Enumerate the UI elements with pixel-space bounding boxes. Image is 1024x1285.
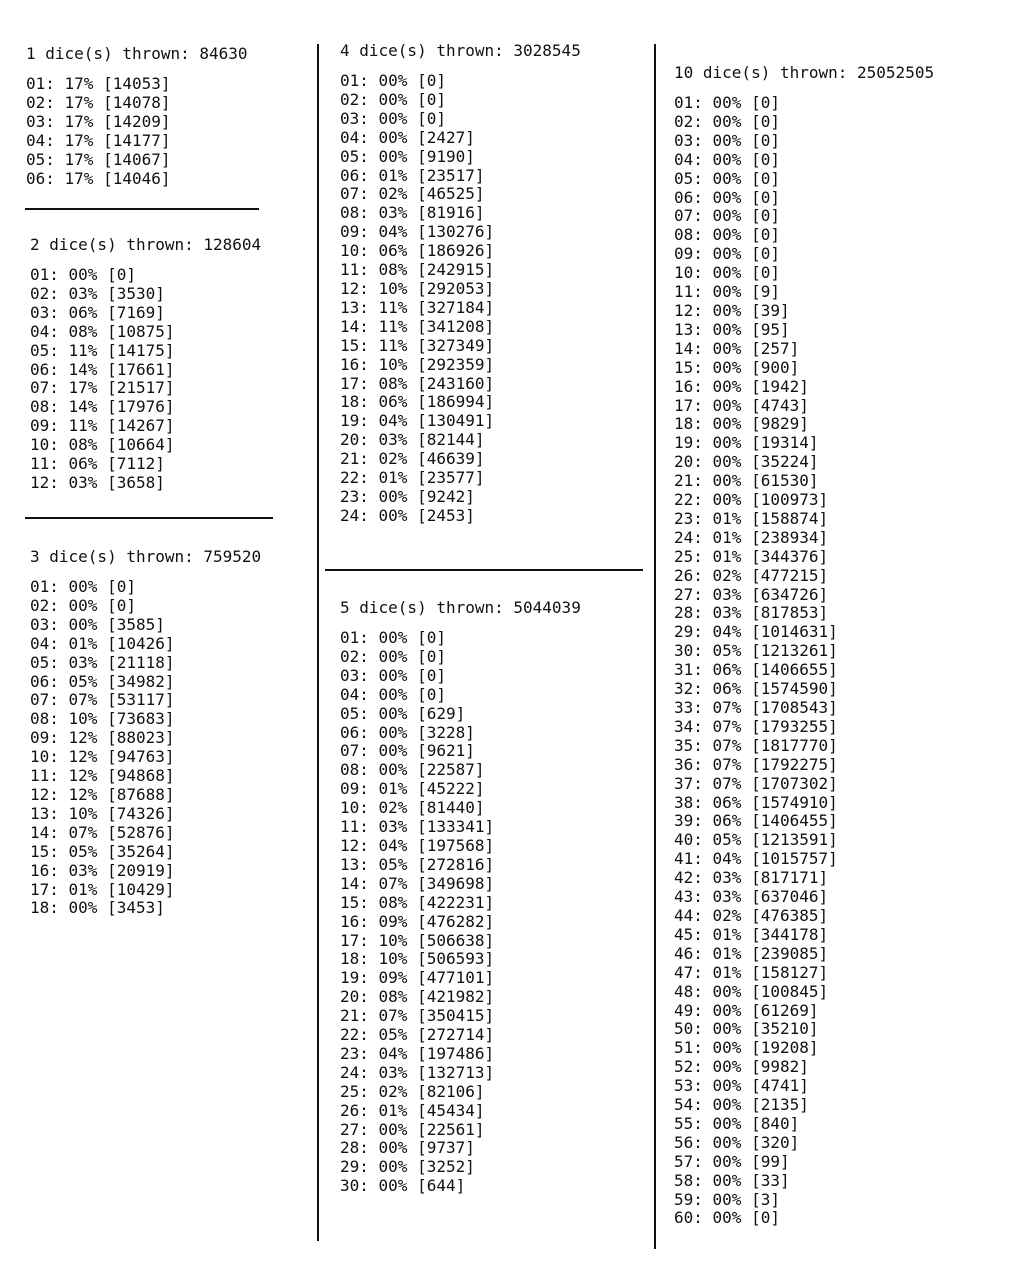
result-row: 02: 00% [0] <box>674 111 780 131</box>
result-row: 21: 02% [46639] <box>340 449 485 469</box>
result-row: 60: 00% [0] <box>674 1208 780 1228</box>
result-row: 41: 04% [1015757] <box>674 849 838 869</box>
result-row: 14: 00% [257] <box>674 338 800 358</box>
section-divider-1-2 <box>25 208 259 210</box>
result-list <box>30 266 261 493</box>
result-row: 01: 00% [0] <box>674 93 780 112</box>
result-row: 11: 08% [242915] <box>340 260 495 280</box>
result-row: 29: 00% [3252] <box>340 1157 475 1177</box>
result-row: 39: 06% [1406455] <box>674 811 838 831</box>
result-row: 28: 03% [817853] <box>674 603 829 623</box>
section-title: 3 dice(s) thrown: 759520 <box>30 547 262 566</box>
result-row: 35: 07% [1817770] <box>674 735 838 755</box>
section-title: 10 dice(s) thrown: 25052505 <box>674 63 935 82</box>
result-row: 12: 04% [197568] <box>340 835 495 855</box>
result-row: 01: 00% [0] <box>340 628 446 647</box>
result-row: 03: 00% [3585] <box>30 614 165 634</box>
result-row: 15: 11% [327349] <box>340 335 495 355</box>
result-row: 06: 00% [3228] <box>340 722 475 742</box>
result-row: 07: 02% [46525] <box>340 184 485 204</box>
result-row: 25: 01% [344376] <box>674 546 829 566</box>
result-row: 17: 10% [506638] <box>340 930 495 950</box>
result-row: 11: 12% [94868] <box>30 766 175 786</box>
section-4-dice <box>340 41 581 526</box>
result-row: 31: 06% [1406655] <box>674 660 838 680</box>
result-list <box>340 629 581 1196</box>
result-row: 18: 00% [3453] <box>30 898 165 918</box>
result-row: 09: 12% [88023] <box>30 728 175 748</box>
result-row: 02: 00% [0] <box>340 89 446 109</box>
result-row: 12: 12% [87688] <box>30 784 175 804</box>
result-list <box>26 75 248 188</box>
result-row: 52: 00% [9982] <box>674 1057 809 1077</box>
result-row: 02: 17% [14078] <box>26 92 171 112</box>
result-row: 01: 00% [0] <box>30 265 136 284</box>
result-row: 48: 00% [100845] <box>674 981 829 1001</box>
column-divider-2 <box>654 44 656 1249</box>
result-row: 05: 17% [14067] <box>26 149 171 169</box>
result-row: 07: 17% [21517] <box>30 378 175 398</box>
result-row: 04: 00% [2427] <box>340 127 475 147</box>
result-row: 07: 07% [53117] <box>30 690 175 710</box>
result-row: 22: 00% [100973] <box>674 490 829 510</box>
result-row: 42: 03% [817171] <box>674 868 829 888</box>
result-row: 18: 00% [9829] <box>674 414 809 434</box>
result-row: 23: 04% [197486] <box>340 1043 495 1063</box>
result-row: 02: 00% [0] <box>340 646 446 666</box>
result-row: 55: 00% [840] <box>674 1113 800 1133</box>
result-row: 05: 00% [9190] <box>340 146 475 166</box>
result-row: 26: 02% [477215] <box>674 565 829 585</box>
result-row: 28: 00% [9737] <box>340 1138 475 1158</box>
result-row: 23: 00% [9242] <box>340 486 475 506</box>
result-row: 56: 00% [320] <box>674 1132 800 1152</box>
result-row: 43: 03% [637046] <box>674 887 829 907</box>
result-row: 15: 05% [35264] <box>30 841 175 861</box>
result-row: 10: 12% [94763] <box>30 747 175 767</box>
result-row: 45: 01% [344178] <box>674 924 829 944</box>
result-row: 30: 05% [1213261] <box>674 641 838 661</box>
result-row: 06: 05% [34982] <box>30 671 175 691</box>
result-row: 09: 04% [130276] <box>340 222 495 242</box>
result-row: 22: 01% [23577] <box>340 468 485 488</box>
result-row: 08: 14% [17976] <box>30 397 175 417</box>
result-row: 01: 17% [14053] <box>26 74 171 93</box>
result-row: 34: 07% [1793255] <box>674 716 838 736</box>
result-row: 32: 06% [1574590] <box>674 679 838 699</box>
result-row: 54: 00% [2135] <box>674 1095 809 1115</box>
result-row: 20: 08% [421982] <box>340 987 495 1007</box>
result-row: 21: 00% [61530] <box>674 471 819 491</box>
result-row: 58: 00% [33] <box>674 1170 790 1190</box>
result-row: 05: 03% [21118] <box>30 652 175 672</box>
result-row: 33: 07% [1708543] <box>674 698 838 717</box>
result-row: 08: 00% [0] <box>674 225 780 245</box>
result-row: 15: 00% [900] <box>674 357 800 377</box>
result-row: 11: 06% [7112] <box>30 454 165 474</box>
result-row: 03: 06% [7169] <box>30 302 165 322</box>
result-row: 21: 07% [350415] <box>340 1006 495 1026</box>
section-5-dice <box>340 598 581 1196</box>
column-divider-1 <box>317 44 319 1241</box>
result-row: 14: 07% [52876] <box>30 822 175 842</box>
result-row: 03: 00% [0] <box>674 130 780 150</box>
result-row: 20: 03% [82144] <box>340 430 485 450</box>
result-row: 05: 11% [14175] <box>30 340 175 360</box>
result-row: 46: 01% [239085] <box>674 943 829 963</box>
section-title: 5 dice(s) thrown: 5044039 <box>340 598 581 617</box>
section-10-dice <box>674 63 934 1228</box>
result-row: 18: 06% [186994] <box>340 392 495 412</box>
result-row: 13: 11% [327184] <box>340 297 495 317</box>
result-row: 08: 00% [22587] <box>340 760 485 780</box>
result-row: 12: 10% [292053] <box>340 278 495 298</box>
section-divider-2-3 <box>25 517 273 519</box>
result-row: 24: 00% [2453] <box>340 505 475 525</box>
result-row: 04: 00% [0] <box>674 149 780 169</box>
result-row: 27: 03% [634726] <box>674 584 829 604</box>
section-title: 1 dice(s) thrown: 84630 <box>26 44 248 63</box>
result-row: 09: 11% [14267] <box>30 416 175 436</box>
result-row: 16: 09% [476282] <box>340 911 495 931</box>
section-title: 2 dice(s) thrown: 128604 <box>30 235 262 254</box>
result-row: 17: 00% [4743] <box>674 395 809 415</box>
result-row: 17: 01% [10429] <box>30 879 175 899</box>
result-row: 11: 00% [9] <box>674 282 780 302</box>
result-row: 59: 00% [3] <box>674 1189 780 1209</box>
result-row: 16: 00% [1942] <box>674 376 809 396</box>
result-row: 09: 01% [45222] <box>340 779 485 799</box>
result-row: 01: 00% [0] <box>340 71 446 90</box>
result-list <box>674 94 934 1228</box>
result-row: 19: 09% [477101] <box>340 968 495 988</box>
result-row: 25: 02% [82106] <box>340 1081 485 1101</box>
result-row: 07: 00% [9621] <box>340 741 475 761</box>
result-row: 19: 00% [19314] <box>674 433 819 453</box>
result-row: 04: 00% [0] <box>340 684 446 704</box>
result-row: 40: 05% [1213591] <box>674 830 838 850</box>
result-row: 38: 06% [1574910] <box>674 792 838 812</box>
result-row: 30: 00% [644] <box>340 1176 466 1196</box>
result-row: 13: 10% [74326] <box>30 803 175 823</box>
result-row: 05: 00% [0] <box>674 168 780 188</box>
result-row: 53: 00% [4741] <box>674 1076 809 1096</box>
result-row: 06: 17% [14046] <box>26 168 171 188</box>
result-row: 37: 07% [1707302] <box>674 773 838 793</box>
result-row: 26: 01% [45434] <box>340 1100 485 1120</box>
result-row: 24: 01% [238934] <box>674 527 829 547</box>
result-row: 44: 02% [476385] <box>674 905 829 925</box>
result-row: 29: 04% [1014631] <box>674 622 838 642</box>
result-row: 01: 00% [0] <box>30 577 136 596</box>
result-row: 50: 00% [35210] <box>674 1019 819 1039</box>
result-row: 11: 03% [133341] <box>340 817 495 837</box>
result-row: 04: 08% [10875] <box>30 321 175 341</box>
result-row: 51: 00% [19208] <box>674 1038 819 1058</box>
result-row: 04: 01% [10426] <box>30 633 175 653</box>
result-row: 17: 08% [243160] <box>340 373 495 393</box>
result-row: 14: 07% [349698] <box>340 873 495 893</box>
result-row: 19: 04% [130491] <box>340 411 495 431</box>
result-row: 10: 06% [186926] <box>340 241 495 261</box>
section-divider-4-5 <box>325 569 643 571</box>
result-row: 20: 00% [35224] <box>674 452 819 472</box>
result-row: 13: 00% [95] <box>674 319 790 339</box>
result-row: 06: 00% [0] <box>674 187 780 207</box>
result-row: 09: 00% [0] <box>674 244 780 264</box>
result-row: 04: 17% [14177] <box>26 130 171 150</box>
result-row: 06: 01% [23517] <box>340 165 485 185</box>
result-row: 05: 00% [629] <box>340 703 466 723</box>
result-row: 49: 00% [61269] <box>674 1000 819 1020</box>
result-row: 06: 14% [17661] <box>30 359 175 379</box>
result-row: 02: 03% [3530] <box>30 283 165 303</box>
section-title: 4 dice(s) thrown: 3028545 <box>340 41 581 60</box>
result-row: 10: 02% [81440] <box>340 798 485 818</box>
result-row: 15: 08% [422231] <box>340 892 495 912</box>
result-row: 12: 03% [3658] <box>30 472 165 492</box>
result-row: 16: 10% [292359] <box>340 354 495 374</box>
result-row: 24: 03% [132713] <box>340 1062 495 1082</box>
section-1-die <box>26 44 248 188</box>
result-row: 16: 03% [20919] <box>30 860 175 880</box>
result-row: 08: 10% [73683] <box>30 709 175 729</box>
result-row: 27: 00% [22561] <box>340 1119 485 1139</box>
result-row: 10: 08% [10664] <box>30 435 175 455</box>
result-row: 07: 00% [0] <box>674 206 780 226</box>
result-row: 23: 01% [158874] <box>674 508 829 528</box>
result-row: 03: 00% [0] <box>340 108 446 128</box>
result-row: 36: 07% [1792275] <box>674 754 838 774</box>
result-row: 03: 17% [14209] <box>26 111 171 131</box>
result-row: 18: 10% [506593] <box>340 949 495 969</box>
result-row: 10: 00% [0] <box>674 263 780 283</box>
result-row: 12: 00% [39] <box>674 300 790 320</box>
result-list <box>30 578 261 918</box>
result-row: 47: 01% [158127] <box>674 962 829 982</box>
result-row: 57: 00% [99] <box>674 1151 790 1171</box>
result-list <box>340 72 581 526</box>
section-2-dice <box>30 235 261 493</box>
result-row: 02: 00% [0] <box>30 595 136 615</box>
result-row: 13: 05% [272816] <box>340 854 495 874</box>
result-row: 14: 11% [341208] <box>340 316 495 336</box>
result-row: 22: 05% [272714] <box>340 1025 495 1045</box>
result-row: 08: 03% [81916] <box>340 203 485 223</box>
section-3-dice <box>30 547 261 918</box>
result-row: 03: 00% [0] <box>340 665 446 685</box>
